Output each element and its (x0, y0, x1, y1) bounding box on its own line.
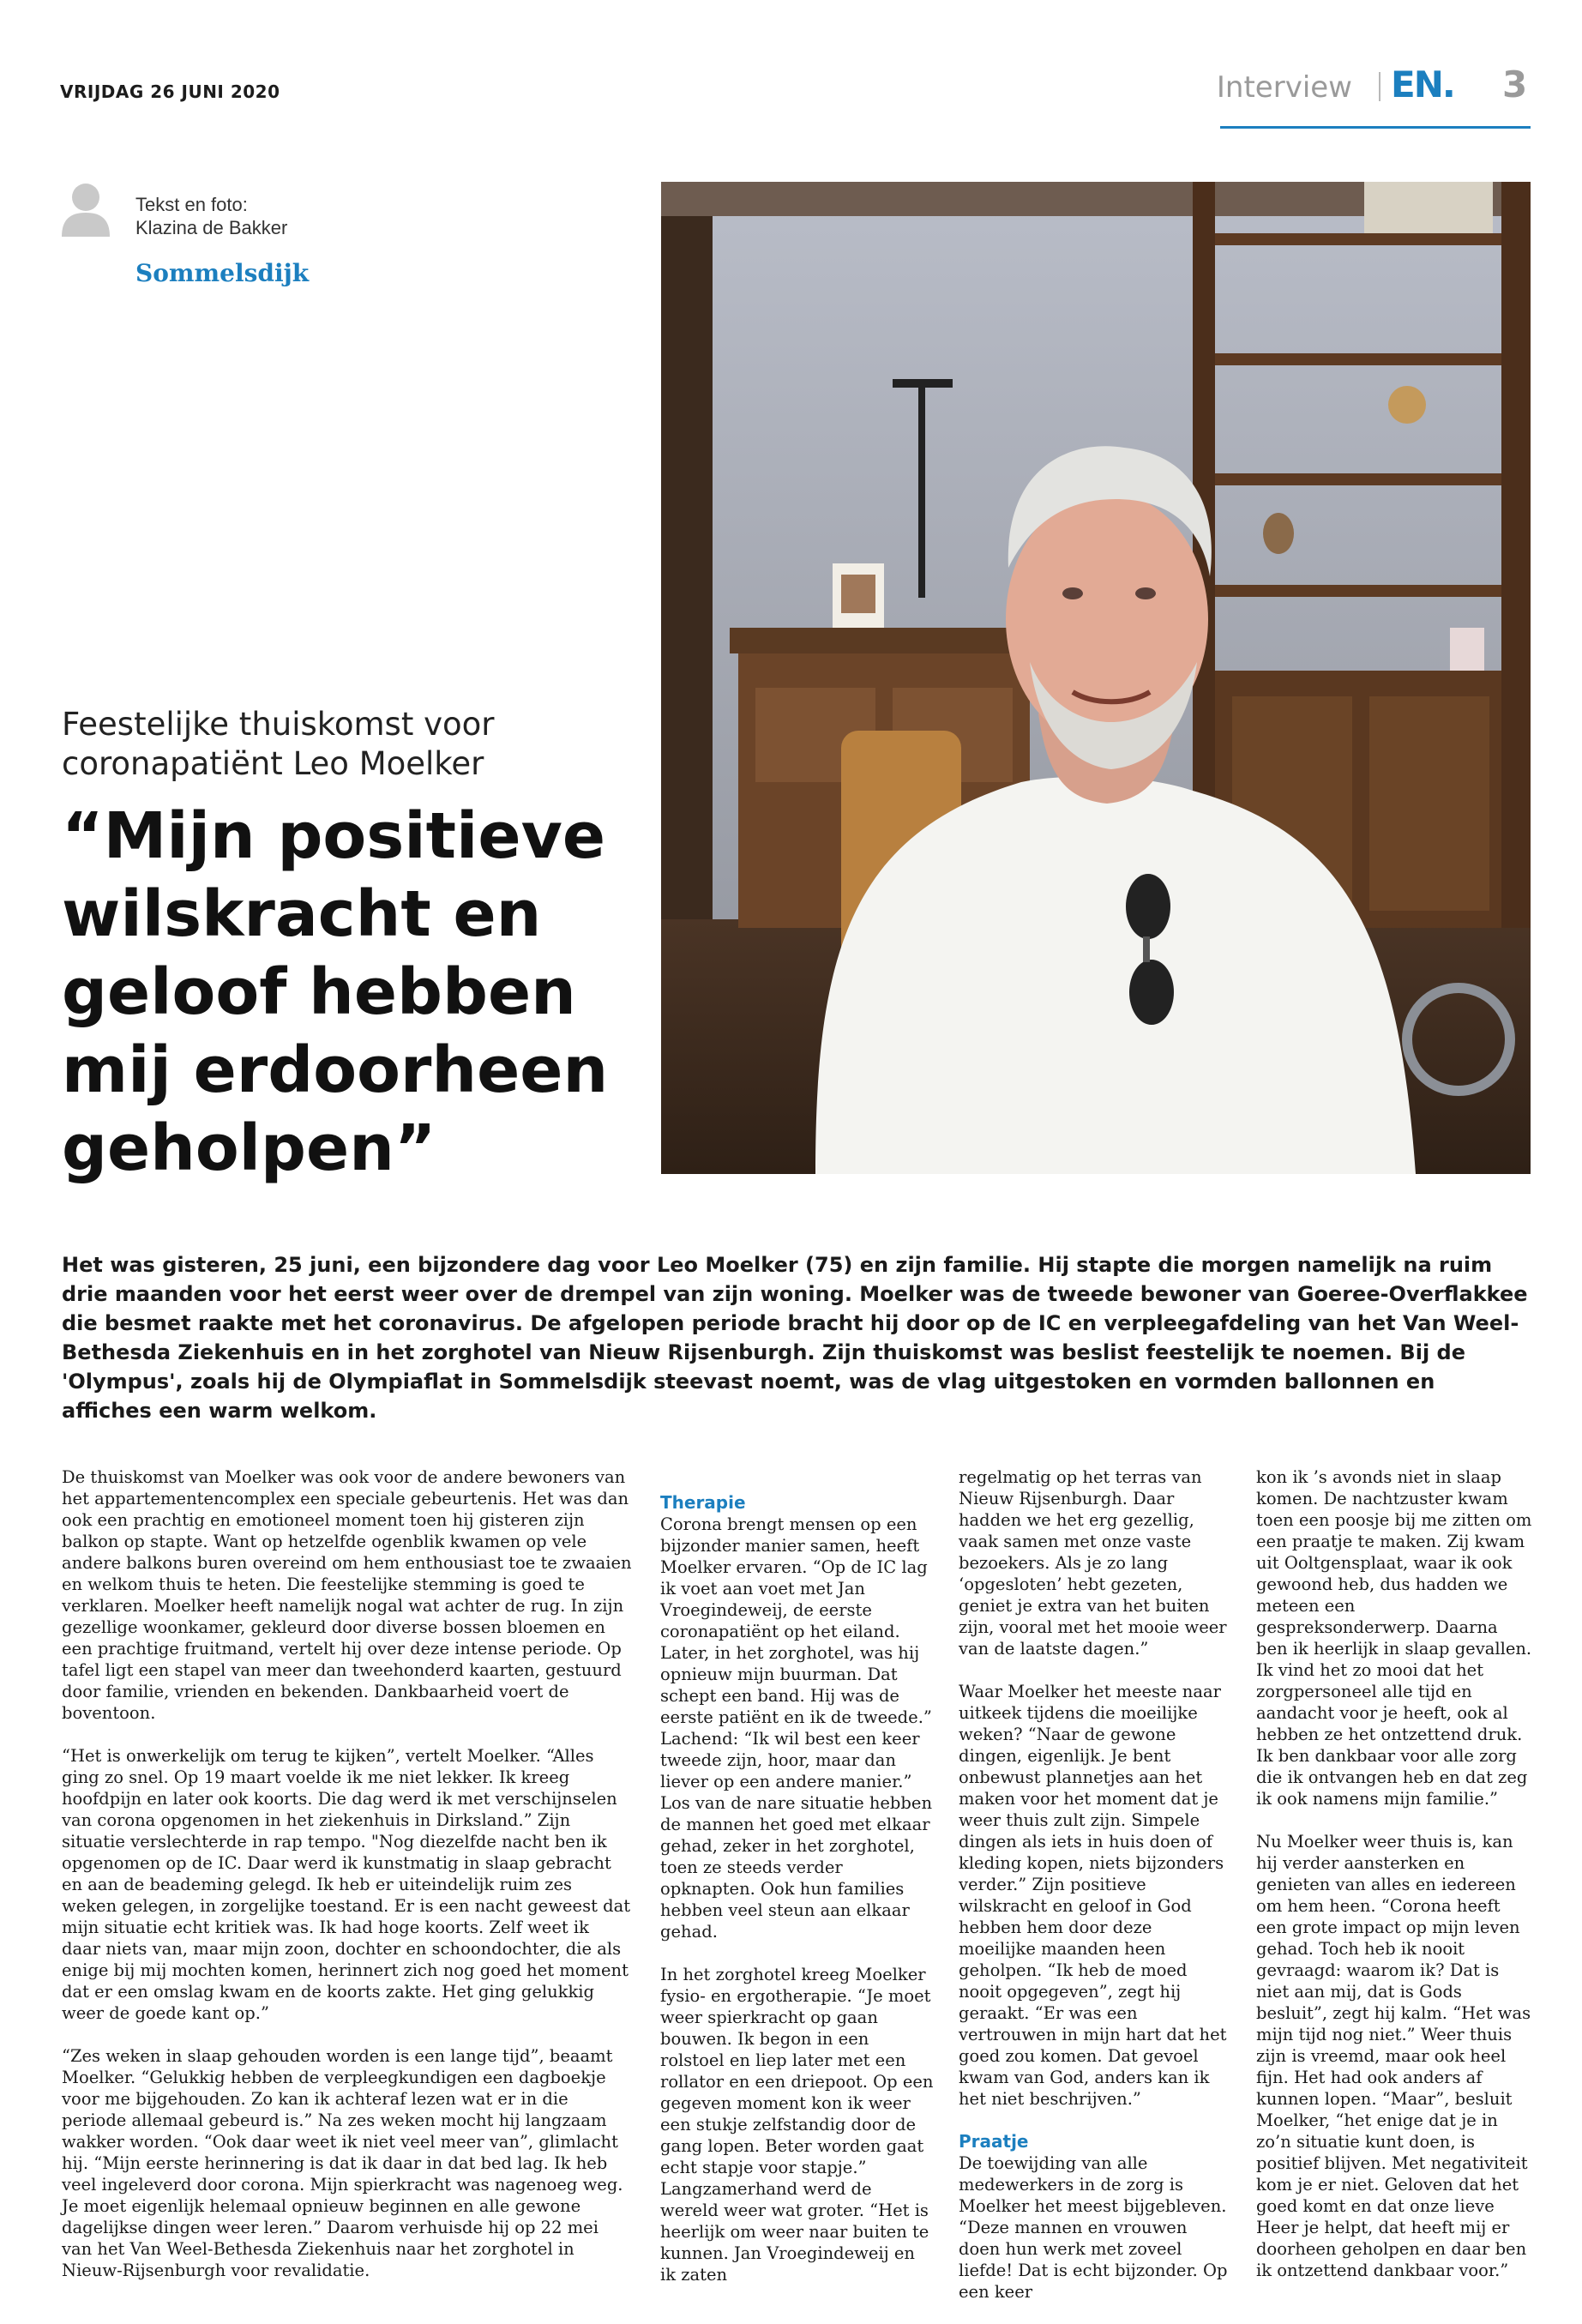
body-column-4 (1256, 1466, 1532, 2303)
header-rule (1220, 126, 1531, 129)
article-lead: Het was gisteren, 25 juni, een bijzondere dag voor Leo Moelker (75) en zijn familie. Hij stapte die morgen namelijk na ruim drie maanden voor het eerst weer over de drempel van zijn woning. Moelker was de tweede bewoner van Goeree-Overflakkee die besmet raakte met het coronavirus. De afgelopen periode bracht hij door op de IC en verpleegafdeling van het Van Weel-Bethesda Ziekenhuis en in het zorghotel van Nieuw Rijsenburgh. Zijn thuiskomst was beslist feestelijk te noemen. Bij de 'Olympus', zoals hij de Olympiaflat in Sommelsdijk steevast noemt, was de vlag uitgestoken en vormden ballonnen en affiches een warm welkom. (62, 1253, 1528, 1423)
byline-label: Tekst en foto: (135, 194, 248, 215)
kicker-line: coronapatiënt Leo Moelker (62, 745, 484, 782)
body-paragraph: kon ik ’s avonds niet in slaap komen. De nachtzuster kwam toen een poosje bij me zitten om een praatje te maken. Zij kwam uit Ooltgensplaat, waar ik ook gewoond heb, dus hadden we meteen een gespreksonderwerp. Daarna ben ik heerlijk in slaap gevallen. Ik vind het zo mooi dat het zorgpersoneel alle tijd en aandacht voor je heeft, ook al hebben ze het ontzettend druk. Ik ben dankbaar voor alle zorg die ik ontvangen heb en dat zeg ik ook namens mijn familie.” (1256, 1467, 1532, 1809)
person-silhouette-icon (60, 180, 111, 237)
body-paragraph: “Het is onwerkelijk om terug te kijken”, vertelt Moelker. “Alles ging zo snel. Op 19 maart voelde ik me niet lekker. Ik kreeg hoofdpijn en later ook koorts. Die dag werd ik met verschijnselen van corona opgenomen in het ziekenhuis in Dirksland.” Zijn situatie verslechterde in rap tempo. "Nog diezelfde nacht ben ik opgenomen op de IC. Daar werd ik kunstmatig in slaap gebracht en aan de beademing gelegd. Ik heb er uiteindelijk ruim zes weken gelegen, in zorgelijke toestand. Er is een nacht geweest dat mijn situatie echt kritiek was. Ik had hoge koorts. Zelf weet ik daar niets van, maar mijn zoon, dochter en schoondochter, die als enige bij mij mochten komen, herinnert zich nog goed het moment dat er een omslag kwam en de koorts zakte. Het ging gelukkig weer de goede kant op.” (62, 1746, 631, 2023)
newspaper-logo: EN. (1391, 63, 1454, 105)
body-paragraph: Corona brengt mensen op een bijzonder manier samen, heeft Moelker ervaren. “Op de IC lag ik voet aan voet met Jan Vroegindeweij, de eerste coronapatiënt op het eiland. Later, in het zorghotel, was hij opnieuw mijn buurman. Dat schept een band. Hij was de eerste patiënt en ik de tweede.” Lachend: “Ik wil best een keer tweede zijn, hoor, maar dan liever op een andere manier.” Los van de nare situatie hebben de mannen het goed met elkaar gehad, zeker in het zorghotel, toen ze steeds verder opknapten. Ook hun families hebben veel steun aan elkaar gehad. (660, 1514, 932, 1942)
body-column-2 (660, 1492, 935, 2307)
body-paragraph: “Zes weken in slaap gehouden worden is een lange tijd”, beaamt Moelker. “Gelukkig hebben de verpleegkundigen een dagboekje voor me bijgehouden. Zo kan ik achteraf lezen wat er in die periode allemaal gebeurd is.” Na zes weken mocht hij langzaam wakker worden. “Ook daar weet ik niet veel meer van”, glimlacht hij. “Mijn eerste herinnering is dat ik daar in dat bed lag. Ik heb veel ingeleverd door corona. Mijn spierkracht was nagenoeg weg. Je moet eigenlijk helemaal opnieuw beginnen en alle gewone dagelijkse dingen weer leren.” Daarom verhuisde hij op 22 mei van het Van Weel-Bethesda Ziekenhuis naar het zorghotel in Nieuw-Rijsenburgh voor revalidatie. (62, 2046, 623, 2280)
issue-date: VRIJDAG 26 JUNI 2020 (60, 81, 280, 102)
subheading-praatje: Praatje (959, 2131, 1029, 2152)
dateline-place: Sommelsdijk (135, 259, 310, 287)
kicker-line: Feestelijke thuiskomst voor (62, 706, 495, 743)
portrait-photo (661, 182, 1531, 1174)
section-label: Interview (1216, 70, 1352, 105)
body-column-3 (959, 1466, 1233, 2324)
page-number: 3 (1502, 63, 1528, 105)
article-headline: “Mijn positieve wilskracht en geloof hebben mij erdoorheen geholpen” (62, 799, 609, 1185)
body-paragraph: De toewijding van alle medewerkers in de zorg is Moelker het meest bijgebleven. “Deze mannen en vrouwen doen hun werk met zoveel liefde! Dat is echt bijzonder. Op een keer (959, 2153, 1228, 2302)
subheading-therapie: Therapie (660, 1492, 746, 1513)
article-kicker (62, 705, 593, 784)
header-divider (1379, 72, 1380, 101)
body-column-1 (62, 1466, 632, 2303)
body-paragraph: De thuiskomst van Moelker was ook voor de andere bewoners van het appartementencomplex een speciale gebeurtenis. Het was dan ook een prachtig en emotioneel moment toen hij gisteren zijn balkon op stapte. Want op hetzelfde ogenblik kwamen op vele andere balkons buren overeind om hem enthousiast toe te zwaaien en welkom thuis te heten. Die feestelijke stemming is goed te verklaren. Moelker heeft namelijk nogal wat achter de rug. In zijn gezellige woonkamer, gekleurd door diverse bossen bloemen en een prachtige fruitmand, vertelt hij over deze intense periode. Op tafel ligt een stapel van meer dan tweehonderd kaarten, gestuurd door familie, vrienden en bekenden. Dankbaarheid voert de boventoon. (62, 1467, 632, 1723)
body-paragraph: Nu Moelker weer thuis is, kan hij verder aansterken en genieten van alles en iedereen om hem heen. “Corona heeft een grote impact op mijn leven gehad. Toch heb ik nooit gevraagd: waarom ik? Dat is niet aan mij, dat is Gods besluit”, zegt hij kalm. “Het was mijn tijd nog niet.” Weer thuis zijn is vreemd, maar ook heel fijn. Het had ook anders af kunnen lopen. “Maar”, besluit Moelker, “het enige dat je in zo’n situatie kunt doen, is positief blijven. Met negativiteit kom je er niet. Geloven dat het goed komt en dat onze lieve Heer je helpt, dat heeft mij er doorheen geholpen en daar ben ik ontzettend dankbaar voor.” (1256, 1832, 1531, 2280)
body-paragraph: Waar Moelker het meeste naar uitkeek tijdens die moeilijke weken? “Naar de gewone dingen, eigenlijk. Je bent onbewust plannetjes aan het maken voor het moment dat je weer thuis zult zijn. Simpele dingen als iets in huis doen of kleding kopen, niets bijzonders verder.” Zijn positieve wilskracht en geloof in God hebben hem door deze moeilijke maanden heen geholpen. “Ik heb de moed nooit opgegeven”, zegt hij geraakt. “Er was een vertrouwen in mijn hart dat het goed zou komen. Dat gevoel kwam van God, anders kan ik het niet beschrijven.” (959, 1682, 1227, 2109)
body-paragraph: In het zorghotel kreeg Moelker fysio- en ergotherapie. “Je moet weer spierkracht op gaan bouwen. Ik begon in een rolstoel en liep later met een rollator en een driepoot. Op een gegeven moment kon ik weer een stukje zelfstandig door de gang lopen. Beter worden gaat echt stapje voor stapje.” Langzamerhand werd de wereld weer wat groter. “Het is heerlijk om weer naar buiten te kunnen. Jan Vroegindeweij en ik zaten (660, 1965, 934, 2285)
byline-author: Klazina de Bakker (135, 217, 288, 238)
body-paragraph: regelmatig op het terras van Nieuw Rijsenburgh. Daar hadden we het erg gezellig, vaak samen met onze vaste bezoekers. Als je zo lang ‘opgesloten’ hebt gezeten, geniet je extra van het buiten zijn, vooral met het mooie weer van de laatste dagen.” (959, 1467, 1227, 1659)
